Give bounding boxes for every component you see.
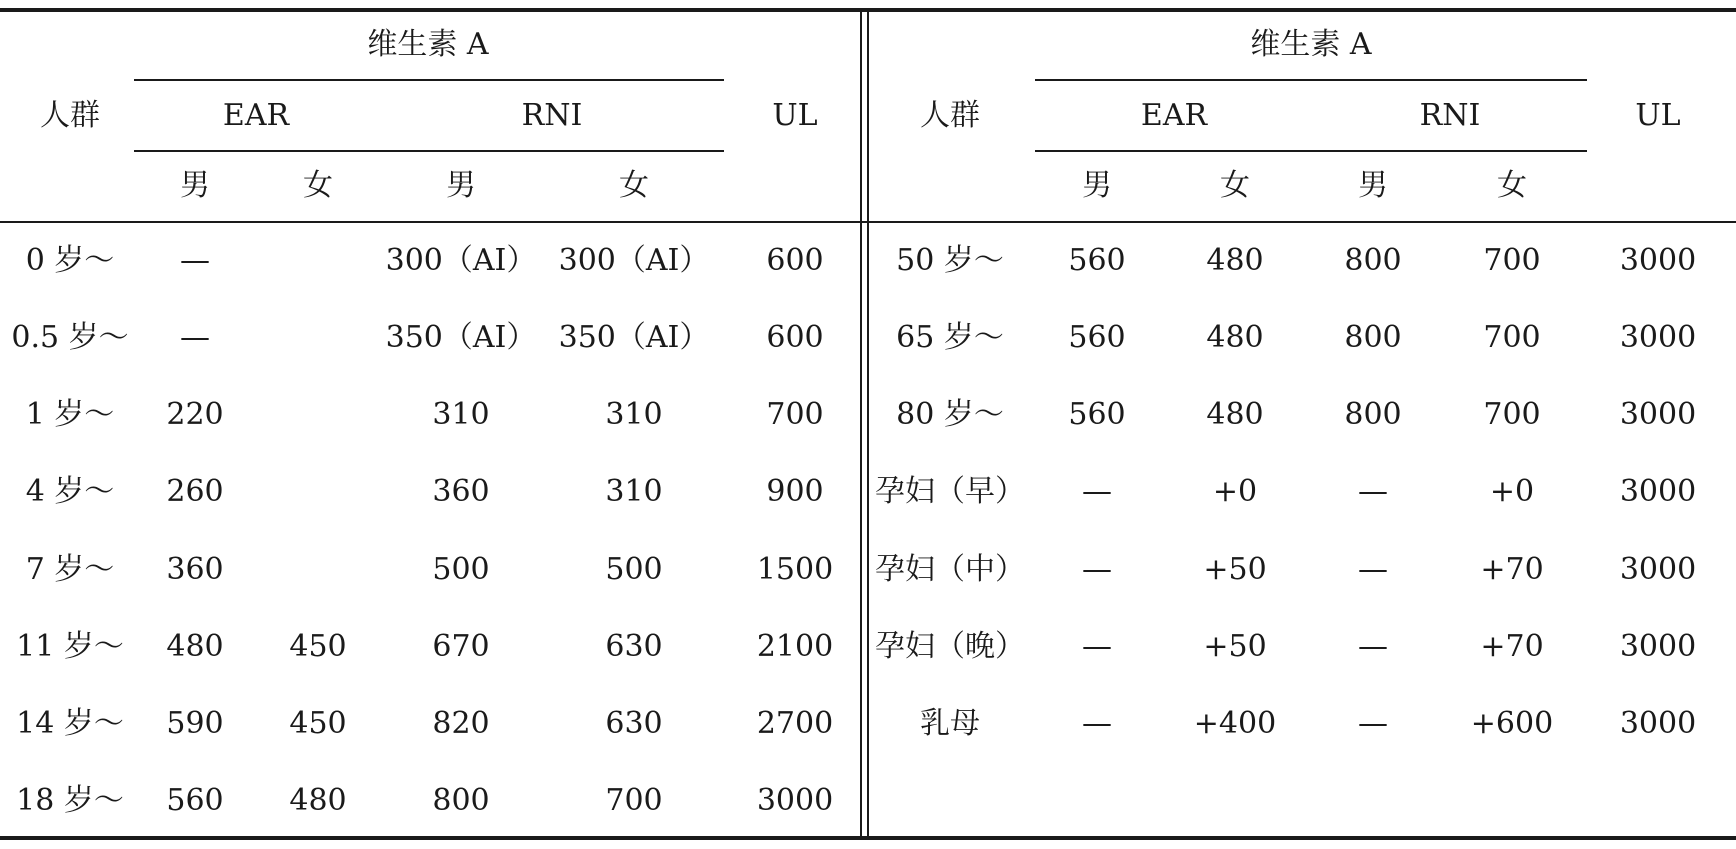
left-header-rni-female: 女 xyxy=(619,168,649,203)
right-ear-rni-underline xyxy=(1035,150,1587,152)
right-row-6-ul: 3000 xyxy=(1619,706,1697,741)
right-row-5-group: 孕妇（晚） xyxy=(875,629,1025,664)
right-row-0-rni-female: 700 xyxy=(1483,243,1541,278)
panel-divider-left xyxy=(860,10,862,838)
right-row-3-ul: 3000 xyxy=(1619,474,1697,509)
left-row-6-ear-female: 450 xyxy=(289,706,347,741)
left-row-5-rni-male: 670 xyxy=(432,629,490,664)
right-header-rni-female: 女 xyxy=(1497,168,1527,203)
left-header-ear-male: 男 xyxy=(180,168,210,203)
right-row-1-ear-male: 560 xyxy=(1068,320,1126,355)
left-row-2-rni-female: 310 xyxy=(605,397,663,432)
right-row-5-ear-male: — xyxy=(1082,629,1112,664)
left-row-5-group: 11 岁～ xyxy=(16,629,124,664)
right-row-1-rni-female: 700 xyxy=(1483,320,1541,355)
left-row-6-ul: 2700 xyxy=(756,706,834,741)
right-header-ear-male: 男 xyxy=(1082,168,1112,203)
right-row-3-rni-male: — xyxy=(1358,474,1388,509)
right-row-2-ear-female: 480 xyxy=(1206,397,1264,432)
right-row-4-rni-female: +70 xyxy=(1480,552,1544,587)
left-row-4-ear-male: 360 xyxy=(166,552,224,587)
left-header-ear: EAR xyxy=(222,98,290,133)
left-row-4-rni-male: 500 xyxy=(432,552,490,587)
left-header-ear-female: 女 xyxy=(303,168,333,203)
left-row-7-ear-male: 560 xyxy=(166,783,224,818)
right-row-2-group: 80 岁～ xyxy=(896,397,1004,432)
left-header-rni-male: 男 xyxy=(446,168,476,203)
left-ear-rni-underline xyxy=(134,150,724,152)
left-header-vitamin: 维生素 A xyxy=(367,27,489,62)
left-row-7-ear-female: 480 xyxy=(289,783,347,818)
right-row-5-rni-female: +70 xyxy=(1480,629,1544,664)
left-row-7-ul: 3000 xyxy=(756,783,834,818)
left-row-6-rni-male: 820 xyxy=(432,706,490,741)
right-row-6-rni-male: — xyxy=(1358,706,1388,741)
left-row-4-rni-female: 500 xyxy=(605,552,663,587)
left-row-0-ear-male: — xyxy=(180,243,210,278)
right-header-rni: RNI xyxy=(1419,98,1481,133)
right-header-vitamin: 维生素 A xyxy=(1250,27,1372,62)
right-row-0-ear-male: 560 xyxy=(1068,243,1126,278)
left-row-6-rni-female: 630 xyxy=(605,706,663,741)
right-row-2-rni-male: 800 xyxy=(1344,397,1402,432)
left-row-2-ear-male: 220 xyxy=(166,397,224,432)
left-row-3-rni-female: 310 xyxy=(605,474,663,509)
right-header-group: 人群 xyxy=(920,98,980,133)
right-row-1-group: 65 岁～ xyxy=(896,320,1004,355)
right-row-4-ul: 3000 xyxy=(1619,552,1697,587)
right-row-5-ul: 3000 xyxy=(1619,629,1697,664)
right-row-6-ear-male: — xyxy=(1082,706,1112,741)
left-row-2-ul: 700 xyxy=(766,397,824,432)
right-header-ear-female: 女 xyxy=(1220,168,1250,203)
left-row-4-group: 7 岁～ xyxy=(25,552,115,587)
left-row-1-rni-female: 350（AI） xyxy=(558,320,710,355)
left-row-3-ul: 900 xyxy=(766,474,824,509)
left-header-group: 人群 xyxy=(40,98,100,133)
right-row-0-rni-male: 800 xyxy=(1344,243,1402,278)
left-row-6-ear-male: 590 xyxy=(166,706,224,741)
right-row-1-ear-female: 480 xyxy=(1206,320,1264,355)
left-row-7-rni-female: 700 xyxy=(605,783,663,818)
left-row-2-rni-male: 310 xyxy=(432,397,490,432)
right-row-5-ear-female: +50 xyxy=(1203,629,1267,664)
left-row-5-ear-male: 480 xyxy=(166,629,224,664)
left-header-rni: RNI xyxy=(521,98,583,133)
right-row-1-rni-male: 800 xyxy=(1344,320,1402,355)
left-header-ul: UL xyxy=(772,98,818,133)
right-row-5-rni-male: — xyxy=(1358,629,1388,664)
left-row-4-ul: 1500 xyxy=(756,552,834,587)
right-header-rni-male: 男 xyxy=(1358,168,1388,203)
left-row-5-ear-female: 450 xyxy=(289,629,347,664)
left-row-5-rni-female: 630 xyxy=(605,629,663,664)
left-row-1-ul: 600 xyxy=(766,320,824,355)
left-row-3-ear-male: 260 xyxy=(166,474,224,509)
left-row-1-ear-male: — xyxy=(180,320,210,355)
left-row-0-group: 0 岁～ xyxy=(25,243,115,278)
left-row-0-rni-female: 300（AI） xyxy=(558,243,710,278)
right-row-2-ear-male: 560 xyxy=(1068,397,1126,432)
right-row-2-rni-female: 700 xyxy=(1483,397,1541,432)
right-row-3-group: 孕妇（早） xyxy=(875,474,1025,509)
left-row-5-ul: 2100 xyxy=(756,629,834,664)
left-row-3-group: 4 岁～ xyxy=(25,474,115,509)
left-row-1-rni-male: 350（AI） xyxy=(385,320,537,355)
left-row-0-ul: 600 xyxy=(766,243,824,278)
left-row-1-group: 0.5 岁～ xyxy=(11,320,129,355)
right-row-0-ul: 3000 xyxy=(1619,243,1697,278)
left-vitamin-underline xyxy=(134,79,724,81)
left-row-6-group: 14 岁～ xyxy=(16,706,124,741)
right-row-6-ear-female: +400 xyxy=(1193,706,1277,741)
right-row-3-ear-female: +0 xyxy=(1212,474,1258,509)
right-row-2-ul: 3000 xyxy=(1619,397,1697,432)
right-row-3-ear-male: — xyxy=(1082,474,1112,509)
panel-divider-right xyxy=(867,10,869,838)
right-header-ul: UL xyxy=(1635,98,1681,133)
right-row-4-rni-male: — xyxy=(1358,552,1388,587)
right-row-0-group: 50 岁～ xyxy=(896,243,1004,278)
right-row-0-ear-female: 480 xyxy=(1206,243,1264,278)
right-row-4-group: 孕妇（中） xyxy=(875,552,1025,587)
left-row-3-rni-male: 360 xyxy=(432,474,490,509)
left-row-7-group: 18 岁～ xyxy=(16,783,124,818)
right-row-6-rni-female: +600 xyxy=(1470,706,1554,741)
right-row-4-ear-female: +50 xyxy=(1203,552,1267,587)
right-row-4-ear-male: — xyxy=(1082,552,1112,587)
right-row-3-rni-female: +0 xyxy=(1489,474,1535,509)
left-row-7-rni-male: 800 xyxy=(432,783,490,818)
left-row-0-rni-male: 300（AI） xyxy=(385,243,537,278)
right-row-1-ul: 3000 xyxy=(1619,320,1697,355)
right-header-ear: EAR xyxy=(1140,98,1208,133)
left-row-2-group: 1 岁～ xyxy=(25,397,115,432)
right-row-6-group: 乳母 xyxy=(920,706,980,741)
right-vitamin-underline xyxy=(1035,79,1587,81)
